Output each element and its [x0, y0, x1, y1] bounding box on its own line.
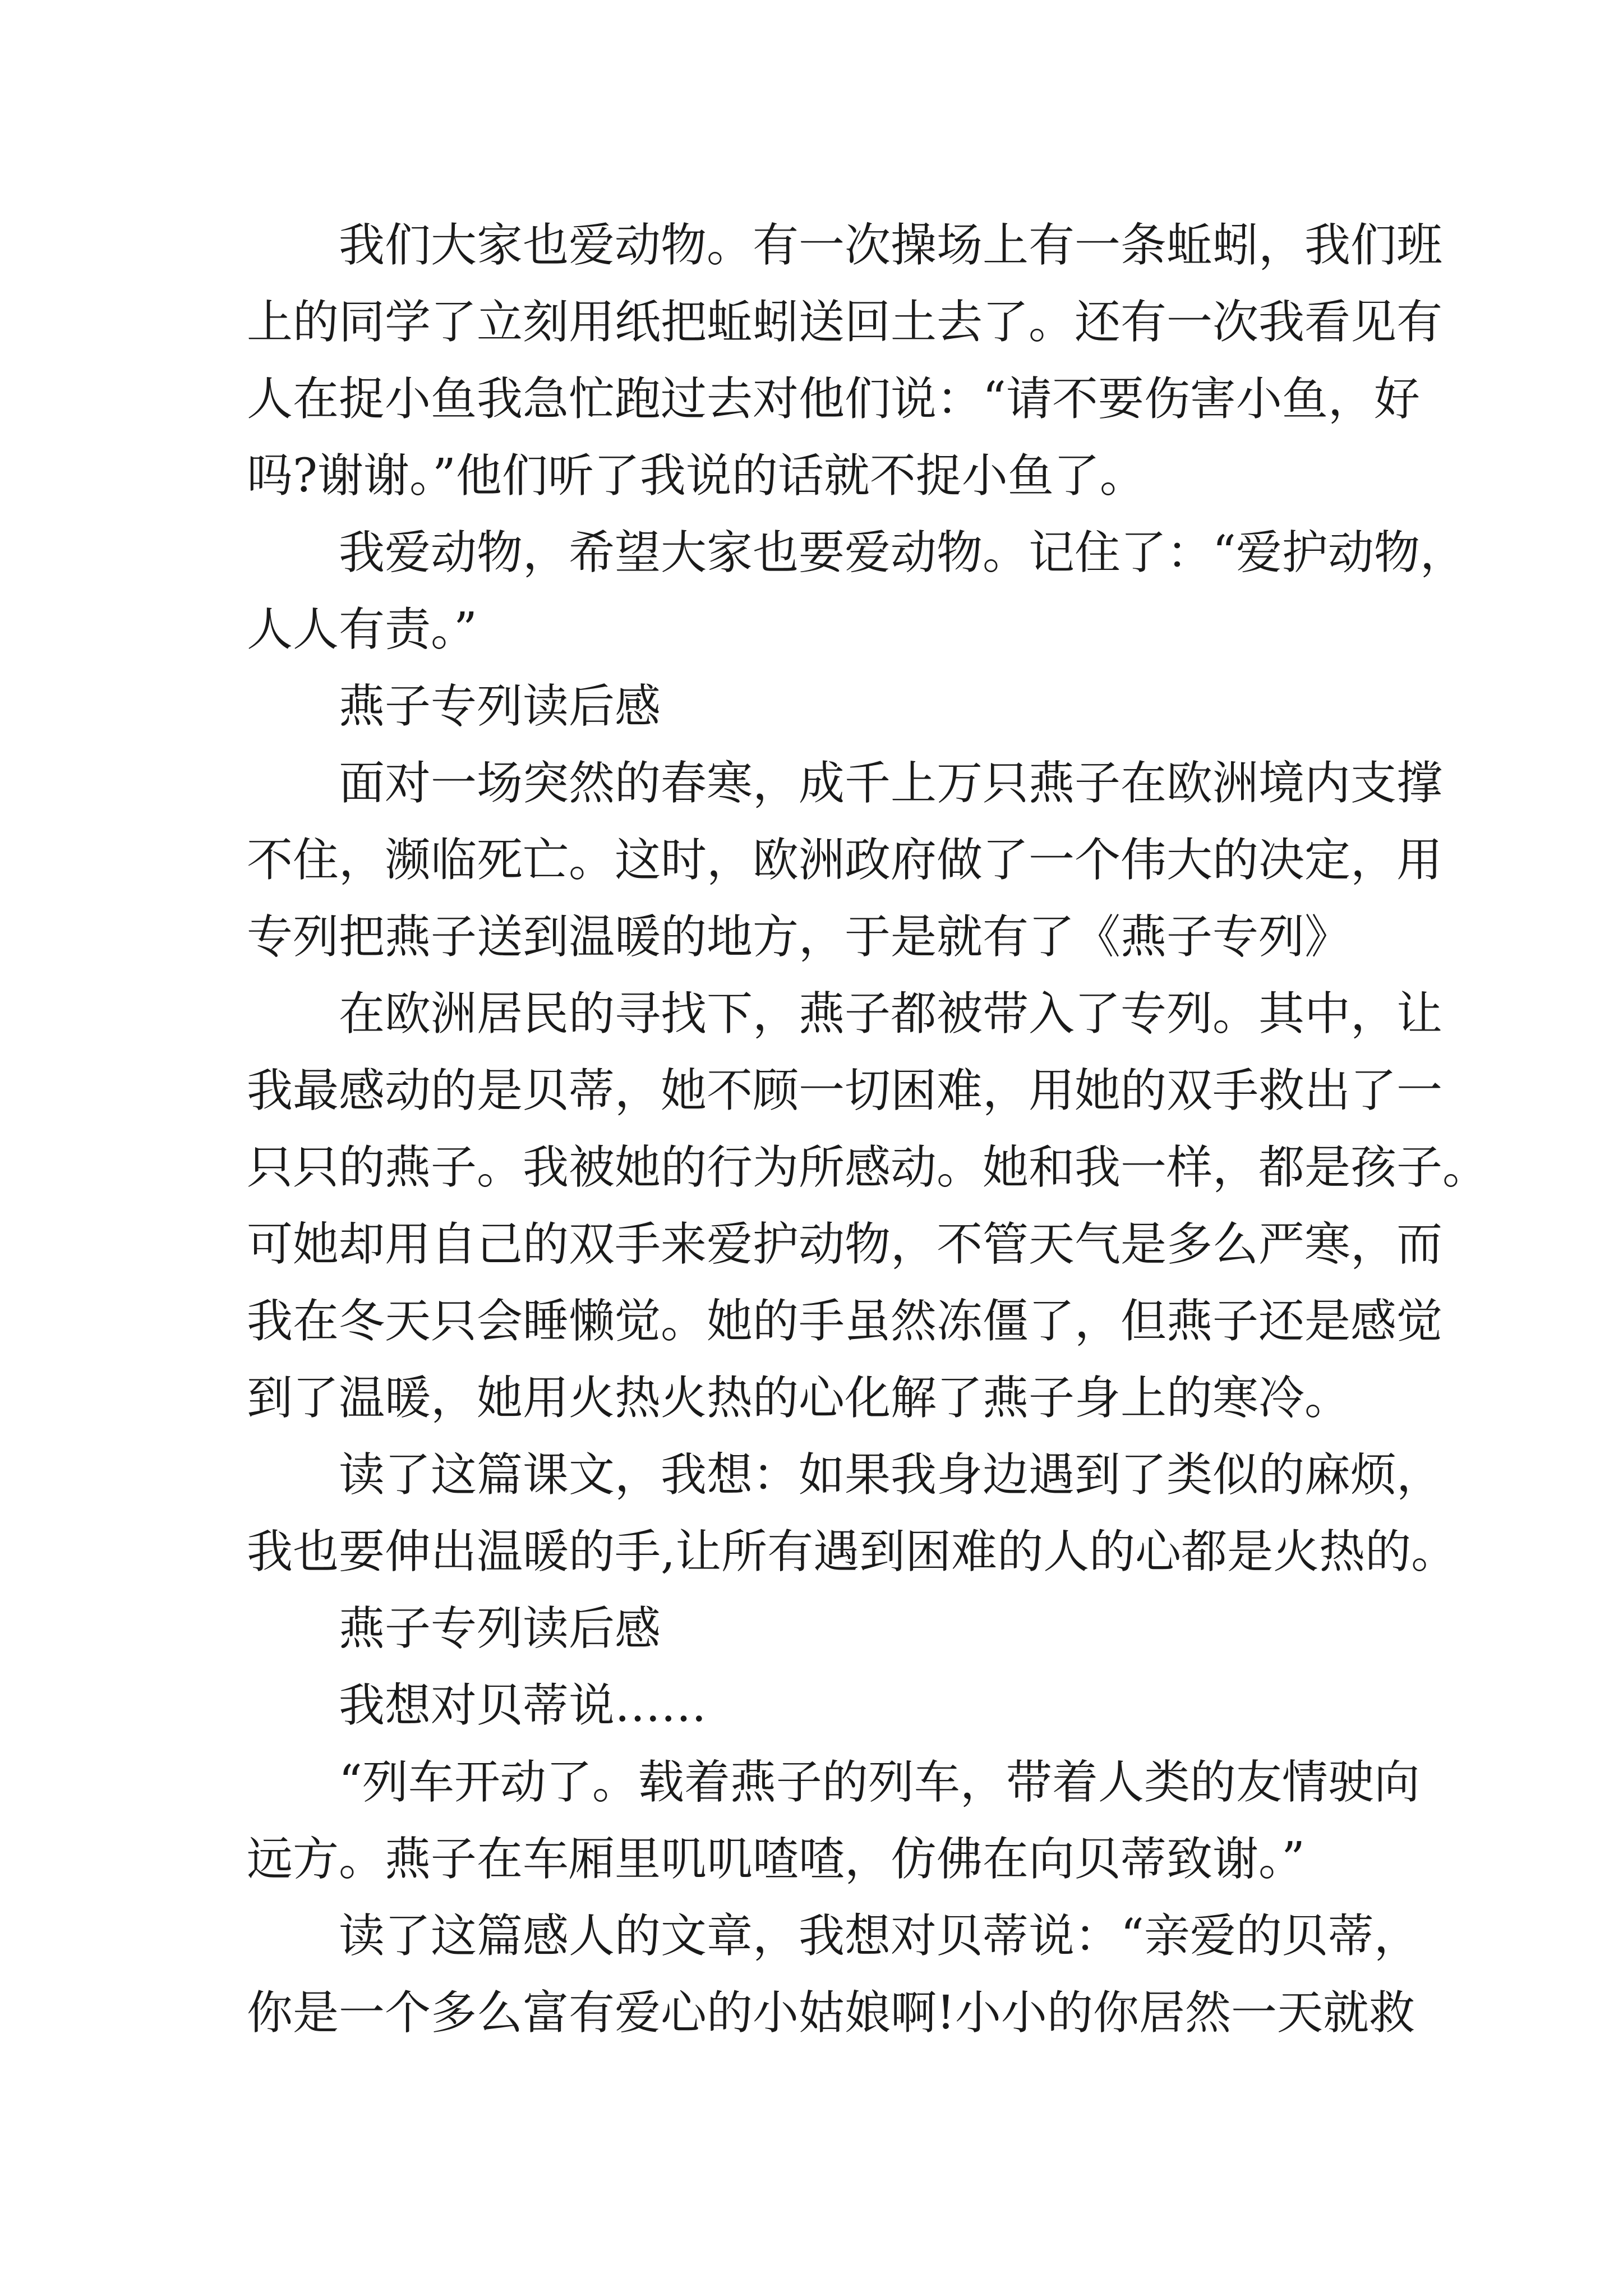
text-line: 我想对贝蒂说……	[339, 1679, 707, 1732]
text-line: 上的同学了立刻用纸把蚯蚓送回土去了。还有一次我看见有	[247, 296, 1443, 349]
text-line: 人人有责。”	[247, 603, 477, 656]
section-title: 燕子专列读后感	[339, 1602, 661, 1655]
text-line: 读了这篇课文，我想：如果我身边遇到了类似的麻烦，	[339, 1448, 1443, 1502]
text-line: 面对一场突然的春寒，成千上万只燕子在欧洲境内支撑	[339, 757, 1443, 810]
text-line: 到了温暖，她用火热火热的心化解了燕子身上的寒冷。	[247, 1372, 1351, 1425]
text-line: 只只的燕子。我被她的行为所感动。她和我一样，都是孩子。	[247, 1141, 1489, 1194]
text-line: 可她却用自己的双手来爱护动物，不管天气是多么严寒，而	[247, 1218, 1443, 1271]
text-line: 我们大家也爱动物。有一次操场上有一条蚯蚓，我们班	[339, 219, 1443, 272]
text-line: 专列把燕子送到温暖的地方，于是就有了《燕子专列》	[247, 910, 1351, 964]
text-line: 我也要伸出温暖的手,让所有遇到困难的人的心都是火热的。	[247, 1525, 1458, 1579]
text-line: 不住，濒临死亡。这时，欧洲政府做了一个伟大的决定，用	[247, 834, 1443, 887]
section-title: 燕子专列读后感	[339, 680, 661, 733]
text-line: 你是一个多么富有爱心的小姑娘啊!小小的你居然一天就救	[247, 1986, 1415, 2040]
text-line: 我爱动物，希望大家也要爱动物。记住了：“爱护动物，	[339, 526, 1466, 579]
text-line: 吗?谢谢。”他们听了我说的话就不捉小鱼了。	[247, 449, 1146, 503]
text-line: 读了这篇感人的文章，我想对贝蒂说：“亲爱的贝蒂，	[339, 1910, 1420, 1963]
text-line: 我在冬天只会睡懒觉。她的手虽然冻僵了，但燕子还是感觉	[247, 1295, 1443, 1348]
text-line: 远方。燕子在车厢里叽叽喳喳，仿佛在向贝蒂致谢。”	[247, 1833, 1305, 1886]
text-line: 人在捉小鱼我急忙跑过去对他们说：“请不要伤害小鱼，好	[247, 372, 1420, 426]
text-line: “列车开动了。载着燕子的列车，带着人类的友情驶向	[339, 1756, 1420, 1809]
text-line: 我最感动的是贝蒂，她不顾一切困难，用她的双手救出了一	[247, 1064, 1443, 1117]
text-line: 在欧洲居民的寻找下，燕子都被带入了专列。其中，让	[339, 987, 1443, 1041]
